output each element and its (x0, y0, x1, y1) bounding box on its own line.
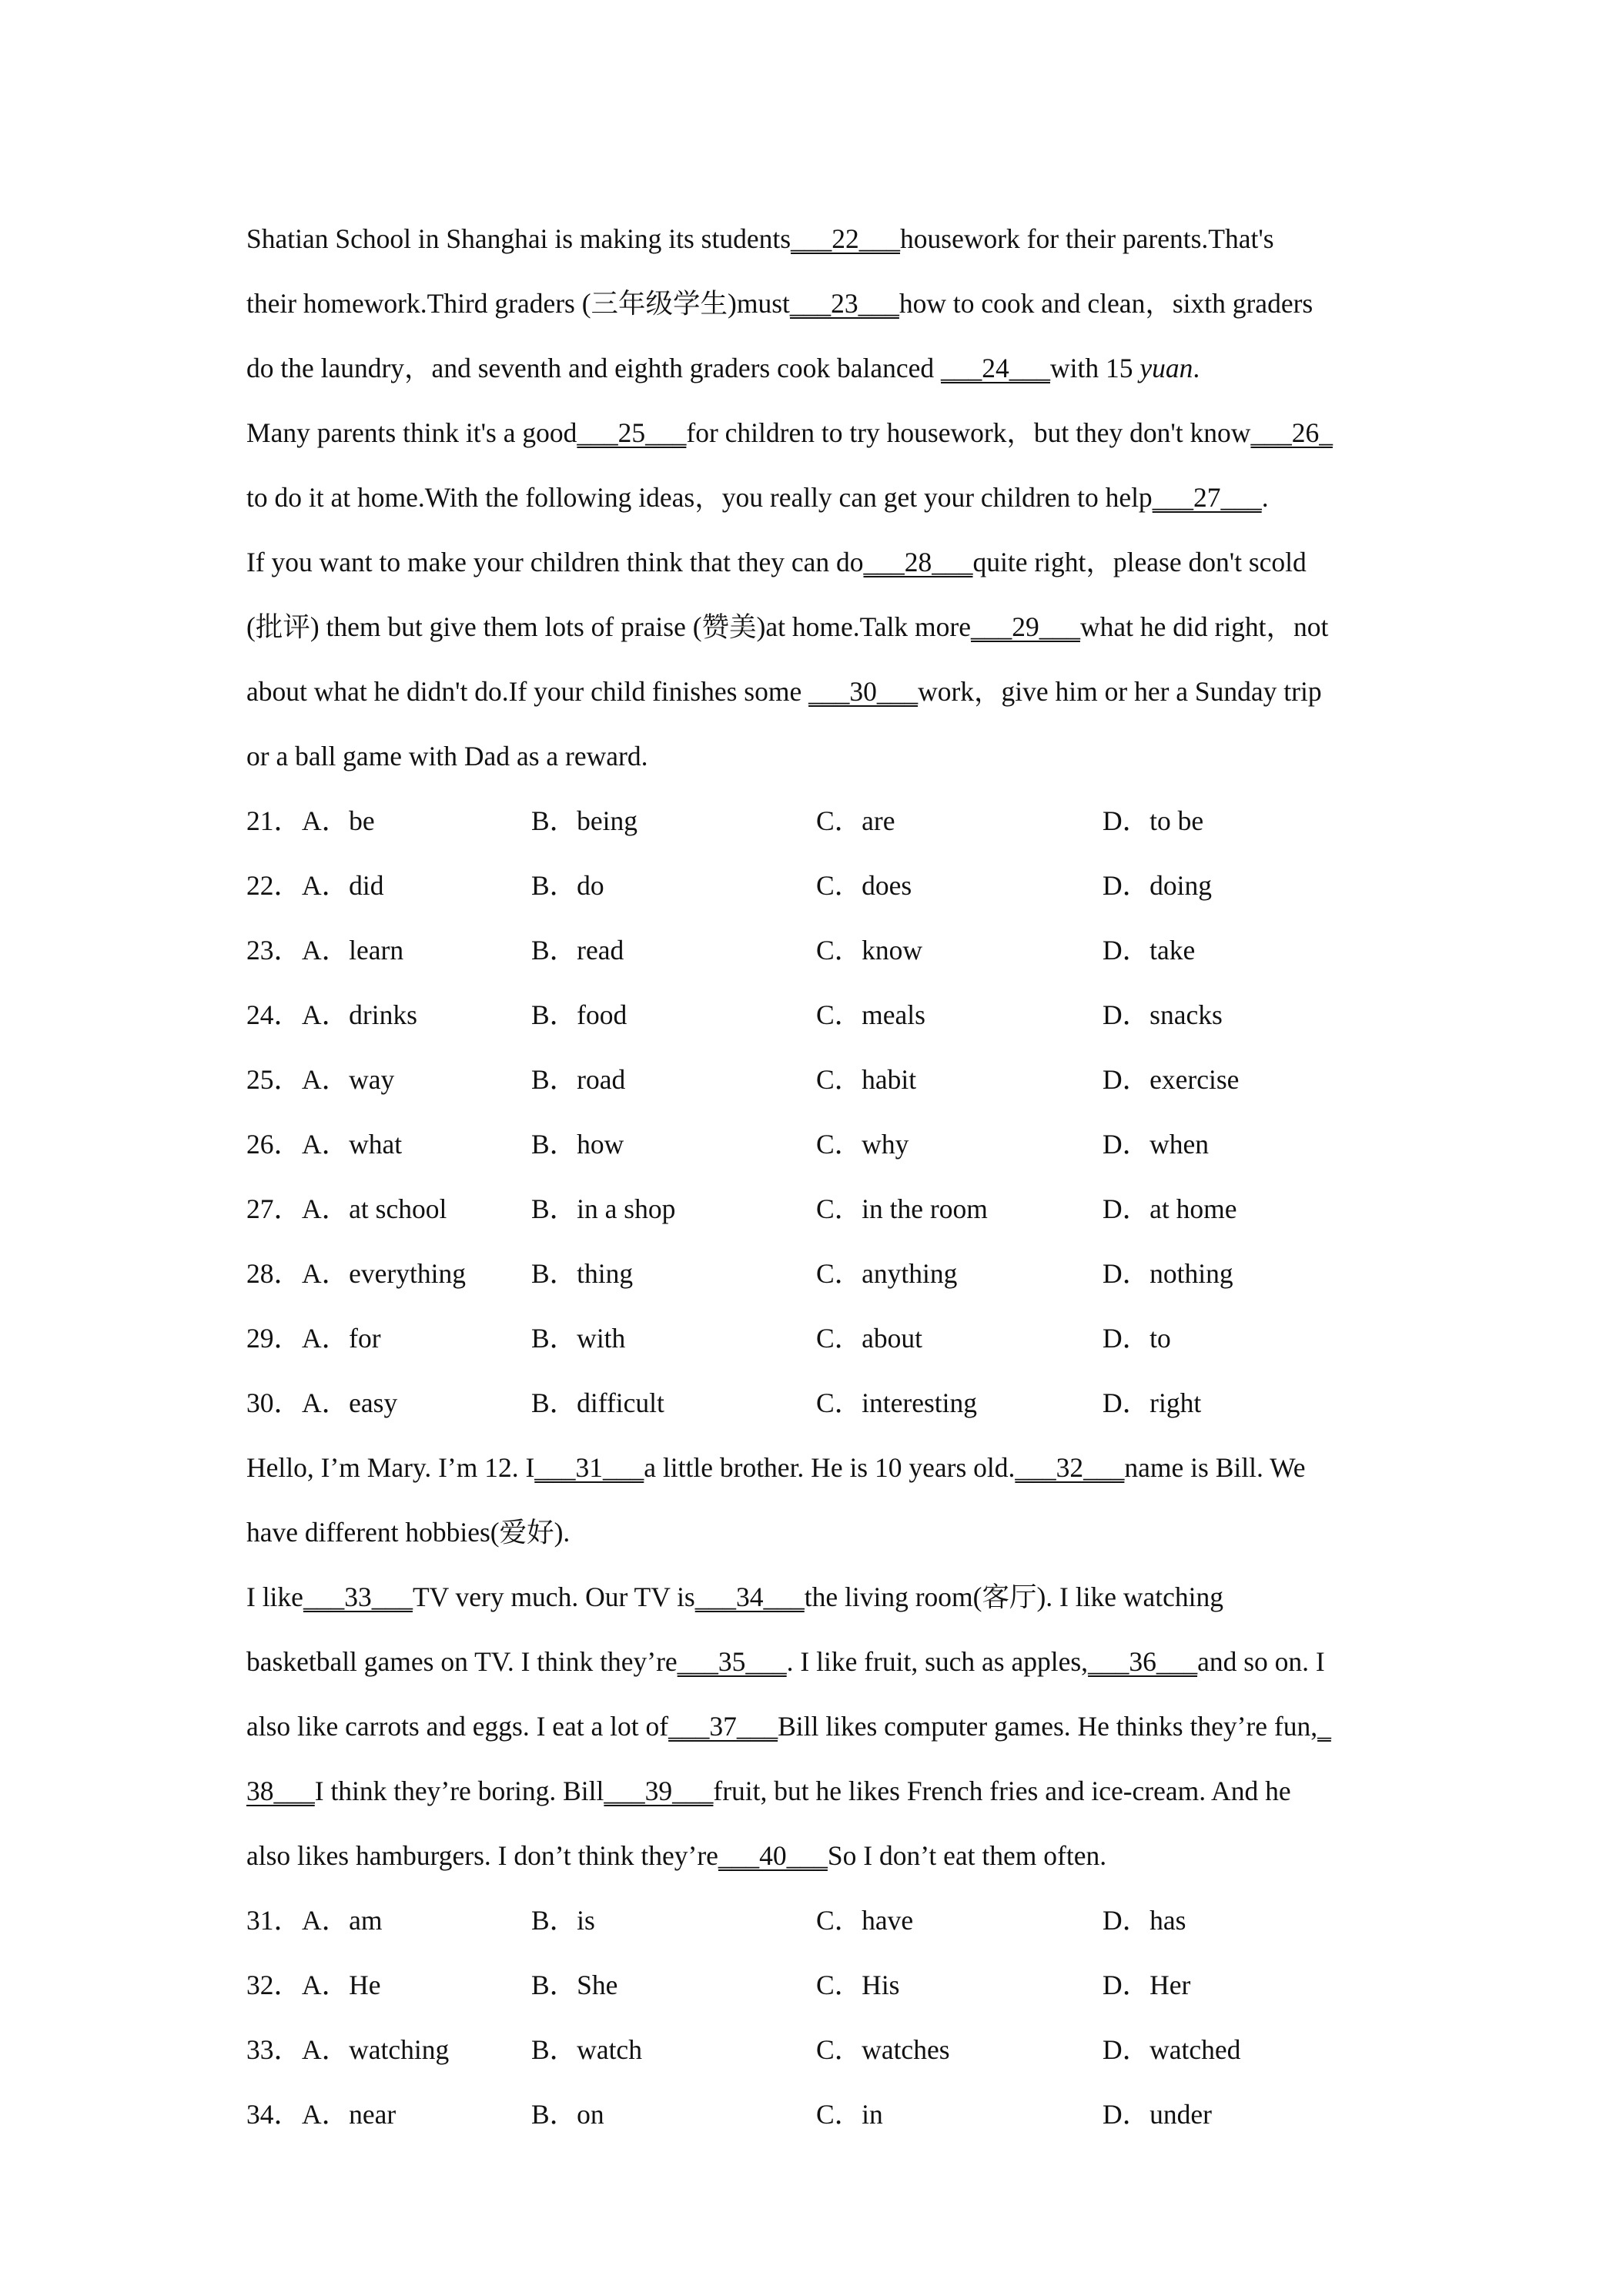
question-row (246, 1888, 1386, 1953)
option-cell (531, 2082, 604, 2147)
question-number: 25． (246, 1064, 302, 1095)
passage-text: or a ball game with Dad as a reward. (246, 741, 648, 771)
answer-option: C．in (816, 2099, 883, 2130)
passage1-line (246, 724, 1386, 788)
answer-blank: ___27___ (1152, 482, 1262, 513)
answer-option: C．know (816, 935, 923, 966)
option-cell (246, 1241, 466, 1306)
question-row (246, 2017, 1386, 2082)
answer-option: A．at school (302, 1193, 447, 1224)
answer-option: B．how (531, 1129, 624, 1160)
passage-text: basketball games on TV. I think they’re (246, 1646, 678, 1677)
option-cell (246, 2017, 449, 2082)
option-cell (1103, 1888, 1186, 1953)
answer-option: C．meals (816, 999, 925, 1030)
answer-option: A．easy (302, 1387, 398, 1418)
question-number: 34． (246, 2099, 302, 2130)
passage-text: to do it at home.With the following ideas，you really can get your children to help (246, 482, 1153, 513)
answer-option: B．watch (531, 2034, 642, 2065)
passage2-line (246, 1435, 1386, 1500)
answer-option: D．take (1103, 935, 1196, 966)
answer-blank: ___37___ (668, 1711, 778, 1742)
passage1-line (246, 594, 1386, 659)
passage-text: TV very much. Our TV is (412, 1581, 695, 1612)
answer-option: D．watched (1103, 2034, 1241, 2065)
passage2-line (246, 1565, 1386, 1629)
answer-option: A．be (302, 805, 375, 836)
answer-option: C．watches (816, 2034, 950, 2065)
answer-blank: 38___ (246, 1776, 315, 1806)
answer-option: B．road (531, 1064, 626, 1095)
answer-option: A．way (302, 1064, 395, 1095)
option-cell (246, 1371, 397, 1435)
passage2-line (246, 1694, 1386, 1759)
option-cell (816, 1953, 900, 2017)
option-cell (531, 982, 627, 1047)
option-cell (531, 1241, 633, 1306)
answer-option: B．in a shop (531, 1193, 676, 1224)
question-row (246, 1176, 1386, 1241)
passage-text: . (1261, 482, 1269, 513)
answer-blank: ___30___ (808, 676, 919, 707)
passage-text: Hello, I’m Mary. I’m 12. I (246, 1452, 535, 1483)
answer-option: A．near (302, 2099, 397, 2130)
passage-text: quite right，please don't scold (972, 547, 1307, 577)
question-row (246, 1241, 1386, 1306)
question-row (246, 1047, 1386, 1112)
answer-blank: ___22___ (791, 223, 901, 254)
answer-option: D．under (1103, 2099, 1212, 2130)
question-row (246, 1112, 1386, 1176)
option-cell (531, 1047, 625, 1112)
question-number: 30． (246, 1387, 302, 1418)
passage-text: the living room(客厅). I like watching (804, 1581, 1223, 1612)
option-cell (816, 788, 895, 853)
passage-text: do the laundry，and seventh and eighth graders cook balanced (246, 353, 941, 383)
option-cell (531, 1888, 595, 1953)
option-cell (816, 2082, 883, 2147)
passage-text: work，give him or her a Sunday trip (918, 676, 1322, 707)
question-number: 33． (246, 2034, 302, 2065)
option-cell (816, 1176, 988, 1241)
option-cell (531, 853, 604, 918)
passage-text: what he did right，not (1080, 611, 1329, 642)
italic-term: yuan (1139, 353, 1193, 383)
exam-content (246, 206, 1386, 2147)
option-cell (1103, 788, 1203, 853)
question-number: 27． (246, 1193, 302, 1224)
answer-option: B．with (531, 1323, 626, 1354)
answer-option: B．She (531, 1970, 618, 2000)
answer-option: C．are (816, 805, 895, 836)
passage-text: . (1193, 353, 1200, 383)
option-cell (531, 1112, 624, 1176)
question-number: 26． (246, 1129, 302, 1160)
question-row (246, 1306, 1386, 1371)
passage-text: their homework.Third graders (三年级学生)must (246, 288, 790, 319)
option-cell (531, 1306, 625, 1371)
passage-text: Shatian School in Shanghai is making its students (246, 223, 791, 254)
answer-option: B．food (531, 999, 627, 1030)
answer-option: C．habit (816, 1064, 917, 1095)
passage-text: (批评) them but give them lots of praise (赞美)at home.Talk more (246, 611, 971, 642)
option-cell (1103, 2017, 1240, 2082)
answer-option: B．thing (531, 1258, 634, 1289)
question-row (246, 853, 1386, 918)
answer-option: D．has (1103, 1905, 1186, 1936)
answer-option: C．why (816, 1129, 909, 1160)
question-row (246, 1371, 1386, 1435)
answer-option: D．to be (1103, 805, 1204, 836)
passage2-line (246, 1823, 1386, 1888)
answer-blank: ___29___ (971, 611, 1080, 642)
passage-text: how to cook and clean，sixth graders (899, 288, 1313, 319)
option-cell (246, 1112, 402, 1176)
answer-option: C．does (816, 870, 912, 901)
answer-option: B．is (531, 1905, 595, 1936)
answer-option: B．being (531, 805, 638, 836)
passage-text: I like (246, 1581, 303, 1612)
option-cell (246, 788, 375, 853)
question-number: 21． (246, 805, 302, 836)
question-number: 22． (246, 870, 302, 901)
option-cell (1103, 918, 1195, 982)
question-row (246, 2082, 1386, 2147)
answer-blank: ___33___ (303, 1581, 413, 1612)
answer-option: C．anything (816, 1258, 958, 1289)
answer-blank: ___25___ (577, 417, 687, 448)
passage-text: also like carrots and eggs. I eat a lot of (246, 1711, 669, 1742)
option-cell (246, 1306, 381, 1371)
option-cell (816, 1888, 913, 1953)
question-row (246, 1953, 1386, 2017)
answer-option: C．about (816, 1323, 923, 1354)
option-cell (246, 1953, 381, 2017)
passage-text: for children to try housework，but they don't know (686, 417, 1251, 448)
answer-blank: ___35___ (677, 1646, 787, 1677)
passage-text: about what he didn't do.If your child finishes some (246, 676, 809, 707)
question-row (246, 788, 1386, 853)
option-cell (246, 2082, 396, 2147)
answer-option: A．learn (302, 935, 404, 966)
passage1-line (246, 400, 1386, 465)
answer-option: B．difficult (531, 1387, 664, 1418)
option-cell (816, 2017, 950, 2082)
answer-option: D．to (1103, 1323, 1171, 1354)
question-number: 23． (246, 935, 302, 966)
answer-option: B．read (531, 935, 624, 966)
option-cell (816, 1047, 916, 1112)
answer-option: C．His (816, 1970, 900, 2000)
passage-text: I think they’re boring. Bill (314, 1776, 604, 1806)
passage-text: . I like fruit, such as apples, (786, 1646, 1089, 1677)
option-cell (246, 1047, 394, 1112)
question-number: 28． (246, 1258, 302, 1289)
option-cell (531, 1371, 664, 1435)
passage-text: with 15 (1050, 353, 1140, 383)
answer-option: A．drinks (302, 999, 417, 1030)
answer-option: C．in the room (816, 1193, 988, 1224)
passage1-line (246, 465, 1386, 530)
answer-blank: ___28___ (863, 547, 973, 577)
passage1-line (246, 530, 1386, 594)
question-number: 32． (246, 1970, 302, 2000)
option-cell (531, 1953, 617, 2017)
answer-option: A．watching (302, 2034, 450, 2065)
option-cell (1103, 1176, 1237, 1241)
answer-blank: ___39___ (604, 1776, 714, 1806)
answer-blank: ___24___ (941, 353, 1050, 383)
option-cell (816, 918, 922, 982)
option-cell (1103, 2082, 1212, 2147)
question-number: 31． (246, 1905, 302, 1936)
question-row (246, 918, 1386, 982)
answer-blank: _ (1317, 1711, 1331, 1742)
passage-text: Bill likes computer games. He thinks they’re fun, (778, 1711, 1318, 1742)
option-cell (246, 1888, 383, 1953)
passage-text: Many parents think it's a good (246, 417, 577, 448)
passage-text: have different hobbies(爱好). (246, 1517, 571, 1548)
passage1-line (246, 271, 1386, 336)
option-cell (1103, 1047, 1239, 1112)
answer-option: A．He (302, 1970, 381, 2000)
option-cell (816, 853, 912, 918)
answer-blank: ___31___ (534, 1452, 644, 1483)
answer-blank: ___23___ (789, 288, 899, 319)
answer-option: D．doing (1103, 870, 1213, 901)
option-cell (246, 853, 384, 918)
answer-option: D．Her (1103, 1970, 1191, 2000)
option-cell (816, 1112, 909, 1176)
option-cell (816, 1241, 957, 1306)
passage-text: and so on. I (1197, 1646, 1325, 1677)
answer-option: D．when (1103, 1129, 1210, 1160)
answer-blank: ___36___ (1088, 1646, 1198, 1677)
passage1-line (246, 336, 1386, 400)
option-cell (816, 1371, 977, 1435)
answer-option: A．for (302, 1323, 381, 1354)
answer-option: D．snacks (1103, 999, 1223, 1030)
answer-option: A．did (302, 870, 384, 901)
answer-option: D．at home (1103, 1193, 1237, 1224)
passage-text: housework for their parents.That's (900, 223, 1274, 254)
option-cell (816, 982, 925, 1047)
passage1-line (246, 206, 1386, 271)
option-cell (1103, 1112, 1209, 1176)
passage-text: name is Bill. We (1124, 1452, 1306, 1483)
question-row (246, 982, 1386, 1047)
answer-option: B．do (531, 870, 604, 901)
passage-text: fruit, but he likes French fries and ice-cream. And he (713, 1776, 1291, 1806)
question-number: 29． (246, 1323, 302, 1354)
passage-text: a little brother. He is 10 years old. (644, 1452, 1016, 1483)
answer-option: D．right (1103, 1387, 1202, 1418)
option-cell (1103, 853, 1212, 918)
option-cell (531, 788, 637, 853)
answer-option: A．everything (302, 1258, 466, 1289)
answer-blank: ___32___ (1015, 1452, 1125, 1483)
answer-option: A．what (302, 1129, 403, 1160)
answer-blank: ___40___ (718, 1840, 828, 1871)
option-cell (1103, 1306, 1171, 1371)
option-cell (246, 918, 403, 982)
option-cell (1103, 982, 1223, 1047)
answer-option: B．on (531, 2099, 604, 2130)
option-cell (531, 2017, 642, 2082)
option-cell (816, 1306, 922, 1371)
answer-option: C．have (816, 1905, 914, 1936)
answer-option: D．nothing (1103, 1258, 1233, 1289)
passage2-line (246, 1500, 1386, 1565)
option-cell (1103, 1953, 1190, 2017)
option-cell (1103, 1241, 1233, 1306)
option-cell (246, 1176, 447, 1241)
option-cell (531, 1176, 675, 1241)
passage2-line (246, 1629, 1386, 1694)
option-cell (246, 982, 417, 1047)
passage2-line (246, 1759, 1386, 1823)
passage-text: If you want to make your children think that they can do (246, 547, 864, 577)
answer-option: C．interesting (816, 1387, 978, 1418)
answer-blank: ___26_ (1250, 417, 1333, 448)
question-number: 24． (246, 999, 302, 1030)
option-cell (1103, 1371, 1201, 1435)
passage1-line (246, 659, 1386, 724)
passage-text: also likes hamburgers. I don’t think they’re (246, 1840, 718, 1871)
answer-option: A．am (302, 1905, 383, 1936)
answer-blank: ___34___ (694, 1581, 805, 1612)
passage-text: So I don’t eat them often. (827, 1840, 1107, 1871)
answer-option: D．exercise (1103, 1064, 1240, 1095)
option-cell (531, 918, 624, 982)
